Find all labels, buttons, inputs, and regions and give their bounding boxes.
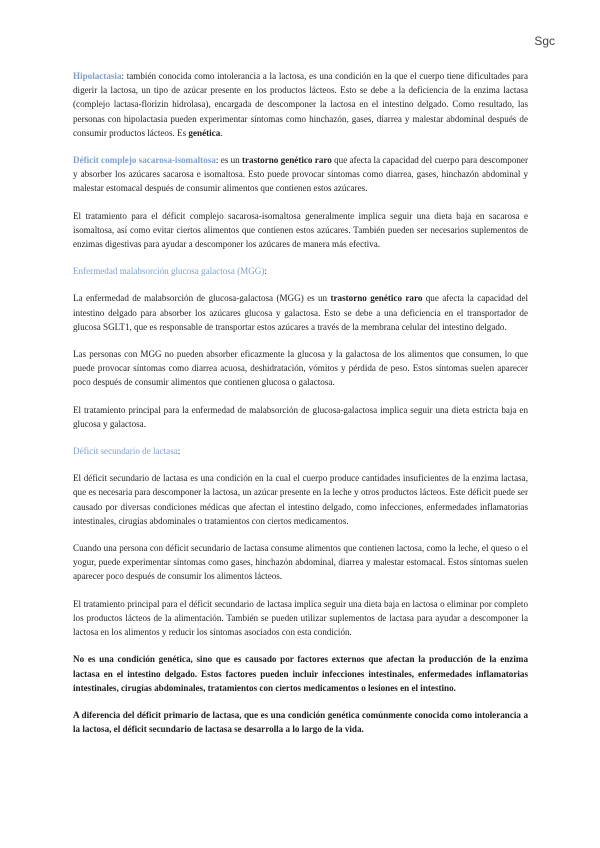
paragraph-sacarosa-isomaltosa bbox=[73, 153, 528, 196]
paragraph-mgg-sintomas: Las personas con MGG no pueden absorber eficazmente la glucosa y la galactosa de los alimentos que consumen, lo que puede provocar síntomas como diarrea acuosa, deshidratación, vómitos y pérdida de peso. Estos síntomas suelen aparecer poco después de consumir alimentos que contienen glucosa o galactosa. bbox=[73, 349, 528, 388]
heading-hipolactasia: Hipolactasia bbox=[73, 71, 122, 81]
bold-text: trastorno genético raro bbox=[241, 155, 332, 166]
paragraph-hipolactasia bbox=[73, 69, 528, 140]
paragraph-no-genetica: No es una condición genética, sino que es causado por factores externos que afectan la producción de la enzima lactasa en el intestino delgado. Estos factores pueden incluir infecciones intestinales, enfermedades inflamatorias intestinales, cirugías abdominales, tratamientos con ciertos medicamentos o lesiones en el intestino. bbox=[73, 654, 528, 693]
paragraph-secundario-tratamiento: El tratamiento principal para el déficit secundario de lactasa implica seguir una dieta baja en lactosa o eliminar por completo los productos lácteos de la alimentación. También se pueden utilizar suplementos de lactasa para ayudar a descomponer la lactosa en los alimentos y reducir los síntomas asociados con esta condición. bbox=[73, 598, 528, 638]
text: que afecta la capacidad del intestino delgado para absorber los azúcares glucosa y galactosa. Esto se debe a una deficiencia en el transportador de glucosa SGLT1, que es responsable de transportar estos azúcares a través de la membrana celular del intestino delgado. bbox=[73, 293, 529, 332]
paragraph-mgg-tratamiento: El tratamiento principal para la enfermedad de malabsorción de glucosa-galactosa implica seguir una dieta estricta baja en glucosa y galactosa. bbox=[73, 404, 528, 429]
paragraph-mgg-heading bbox=[73, 264, 528, 278]
text: : también conocida como intolerancia a la lactosa, es una condición en la que el cuerpo tiene dificultades para digerir la lactosa, un tipo de azúcar presente en los productos lácteos. Esto se debe a la deficiencia de la enzima lactasa (complejo lactasa-florizin hidrolasa), encargada de descomponer la lactosa en el intestino delgado. Como resultado, las personas con hipolactasia pueden experimentar síntomas como hinchazón, gases, diarrea y malestar abdominal después de consumir productos lácteos. Es bbox=[73, 71, 528, 138]
text: : bbox=[264, 266, 267, 277]
heading-sacarosa-isomaltosa: Déficit complejo sacarosa-isomaltosa bbox=[73, 155, 216, 166]
paragraph-diferencia: A diferencia del déficit primario de lactasa, que es una condición genética comúnmente conocida como intolerancia a la lactosa, el déficit secundario de lactasa se desarrolla a lo largo de la vida. bbox=[73, 709, 528, 735]
paragraph-secundario-definition: El déficit secundario de lactasa es una condición en la cual el cuerpo produce cantidades insuficientes de la enzima lactasa, que es necesaria para descomponer la lactosa, un azúcar presente en la leche y otros productos lácteos. Este déficit puede ser causado por diversas condiciones médicas que afectan el intestino delgado, como infecciones, enfermedades inflamatorias intestinales, cirugías abdominales o tratamientos con ciertos medicamentos. bbox=[73, 473, 528, 526]
paragraph-secundario-heading bbox=[73, 444, 528, 458]
bold-text: trastorno genético raro bbox=[330, 293, 423, 304]
page-header: Sgc bbox=[534, 34, 555, 48]
bold-text: genética bbox=[188, 127, 221, 138]
text: que afecta la capacidad del cuerpo para descomponer y absorber los azúcares sacarosa e isomaltosa. Esto puede provocar síntomas como diarrea, gases, hinchazón abdominal y malestar estomacal después de consumir alimentos que contienen estos azúcares. bbox=[73, 155, 528, 194]
heading-mgg: Enfermedad malabsorción glucosa galactosa (MGG) bbox=[73, 266, 265, 277]
heading-deficit-secundario: Déficit secundario de lactasa bbox=[73, 446, 178, 457]
text: . bbox=[220, 127, 223, 138]
paragraph-secundario-sintomas: Cuando una persona con déficit secundario de lactasa consume alimentos que contienen lactosa, como la leche, el queso o el yogur, puede experimentar síntomas como gases, hinchazón abdominal, diarrea y malestar estomacal. Estos síntomas suelen aparecer poco después de consumir los alimentos lácteos. bbox=[73, 543, 528, 582]
text: La enfermedad de malabsorción de glucosa-galactosa (MGG) es un bbox=[73, 293, 331, 304]
document-body bbox=[73, 69, 528, 749]
paragraph-mgg-definition bbox=[73, 291, 528, 334]
text: : bbox=[177, 446, 181, 457]
paragraph-tratamiento-sacarosa: El tratamiento para el déficit complejo sacarosa-isomaltosa generalmente implica seguir una dieta baja en sacarosa e isomaltosa, así como evitar ciertos alimentos que contienen estos azúcares. También pueden ser necesarios suplementos de enzimas digestivas para ayudar a descomponer los azúcares de manera más efectiva. bbox=[73, 210, 528, 250]
text: : es un bbox=[215, 155, 242, 166]
